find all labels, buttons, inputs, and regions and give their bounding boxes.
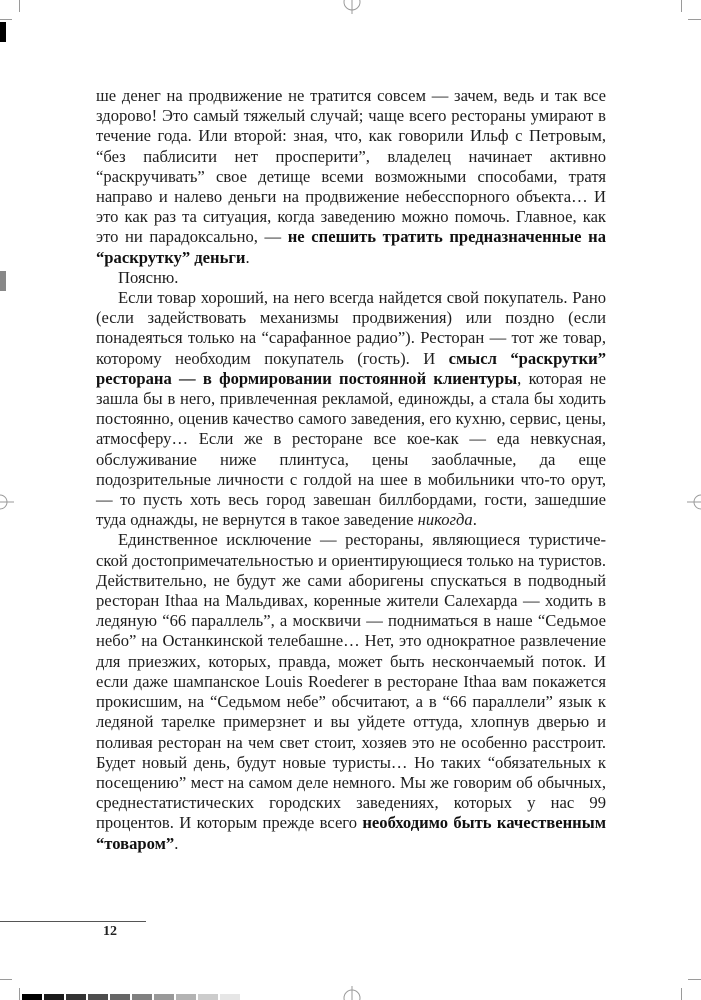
color-swatch xyxy=(198,994,218,1000)
color-swatch xyxy=(220,994,240,1000)
crop-mark-bottom-left-vertical xyxy=(19,988,20,1000)
color-swatch xyxy=(154,994,174,1000)
crop-mark-top-right-horizontal xyxy=(688,19,701,20)
color-swatch xyxy=(132,994,152,1000)
text-run: . xyxy=(245,247,250,267)
bold-emphasis: не спешить тратить предназначенные на “раскрутку” деньги xyxy=(96,227,607,267)
crop-mark-bottom-right-vertical xyxy=(681,988,682,1000)
registration-mark-bottom-icon xyxy=(340,986,364,1000)
color-swatch xyxy=(110,994,130,1000)
color-swatch xyxy=(88,994,108,1000)
crop-mark-top-right-vertical xyxy=(681,0,682,12)
color-calibration-bar xyxy=(22,994,240,1000)
color-swatch xyxy=(176,994,196,1000)
paragraph xyxy=(96,268,606,288)
crop-mark-top-left-horizontal xyxy=(0,19,12,20)
bold-emphasis: необходимо быть качественным “товаром” xyxy=(96,813,606,853)
color-swatch xyxy=(22,994,42,1000)
footer-rule xyxy=(0,921,146,922)
text-run: Поясню. xyxy=(118,267,179,287)
thumb-index-grey-tab xyxy=(0,271,6,291)
registration-mark-left-icon xyxy=(0,490,16,514)
crop-mark-bottom-right-horizontal xyxy=(688,979,701,980)
crop-mark-top-left-vertical xyxy=(19,0,20,12)
color-swatch xyxy=(66,994,86,1000)
text-run: Если товар хороший, на него всегда найдется свой покупатель. Рано (если задействовать механизмы продвижения) или поздно (если понадеяться только на “сарафанное радио”). Ресторан — тот же товар, которому необходим покупатель (гость). И xyxy=(96,288,606,368)
registration-mark-top-icon xyxy=(340,0,364,14)
text-run: . xyxy=(174,833,179,853)
thumb-index-black-tab xyxy=(0,22,6,42)
page-number: 12 xyxy=(103,924,117,939)
paragraph xyxy=(96,288,606,530)
color-swatch xyxy=(44,994,64,1000)
italic-emphasis: никогда xyxy=(417,510,473,530)
bold-emphasis: смысл “раскрутки” ресторана — в формировании постоянной клиентуры xyxy=(96,348,606,388)
text-run: Единственное исключение — рестораны, являющиеся туристической достопримечательностью и ориентирующиеся только на туристов. Действительно, не будут же сами аборигены спускаться в подводный ресторан Ithaa на Мальдивах, коренные жители Салехарда — ходить в ледяную “66 параллель”, а москвичи — подниматься в наше “Седьмое небо” на Останкинской телебашне… Нет, это однократное развлечение для приезжих, которых, правда, может быть нескончаемый поток. И если даже шампанское Louis Roederer в ресторане Ithaa вам покажется прокисшим, на “Седьмом небе” обсчитают, а в “66 параллели” язык к ледяной тарелке примерзнет и вы уйдете оттуда, хлопнув дверью и поливая ресторан на чем свет стоит, хозяев это не особенно расстроит. Будет новый день, будут новые туристы… Но таких “обязательных к посещению” мест на самом деле немного. Мы же говорим об обычных, среднестатистических городских заведениях, которых у нас 99 процентов. И которым прежде всего xyxy=(96,530,606,833)
crop-mark-bottom-left-horizontal xyxy=(0,979,12,980)
text-run: ше денег на продвижение не тратится совсем — зачем, ведь и так все здорово! Это самый тяжелый случай; чаще всего рестораны умирают в течение года. Или второй: зная, что, как говорили Ильф с Петровым, “без паблисити нет просперити”, владелец начинает активно “раскручивать” свое детище всеми возможными способами, тратя направо и налево деньги на продвижение небесспорного объекта… И это как раз та ситуация, когда заведению можно помочь. Главное, как это ни парадоксально, — xyxy=(96,86,606,247)
text-run: . xyxy=(472,510,477,530)
text-run: , которая не зашла бы в него, привлеченная рекламой, единожды, а стала бы ходить постоянно, оценив качество самого заведения, его кухню, сервис, цены, атмосферу… Если же в ресторане все кое-как — еда невкусная, обслуживание ниже плинтуса, цены заоблачные, да еще подозрительные личности с голдой на шее в мобильники что-то орут, — то пусть хоть весь город завешан биллбордами, гости, зашедшие туда однажды, не вернутся в такое заведение xyxy=(96,368,606,530)
paragraph xyxy=(96,86,606,268)
page-body-text xyxy=(96,86,606,854)
paragraph xyxy=(96,530,606,853)
registration-mark-right-icon xyxy=(685,490,701,514)
